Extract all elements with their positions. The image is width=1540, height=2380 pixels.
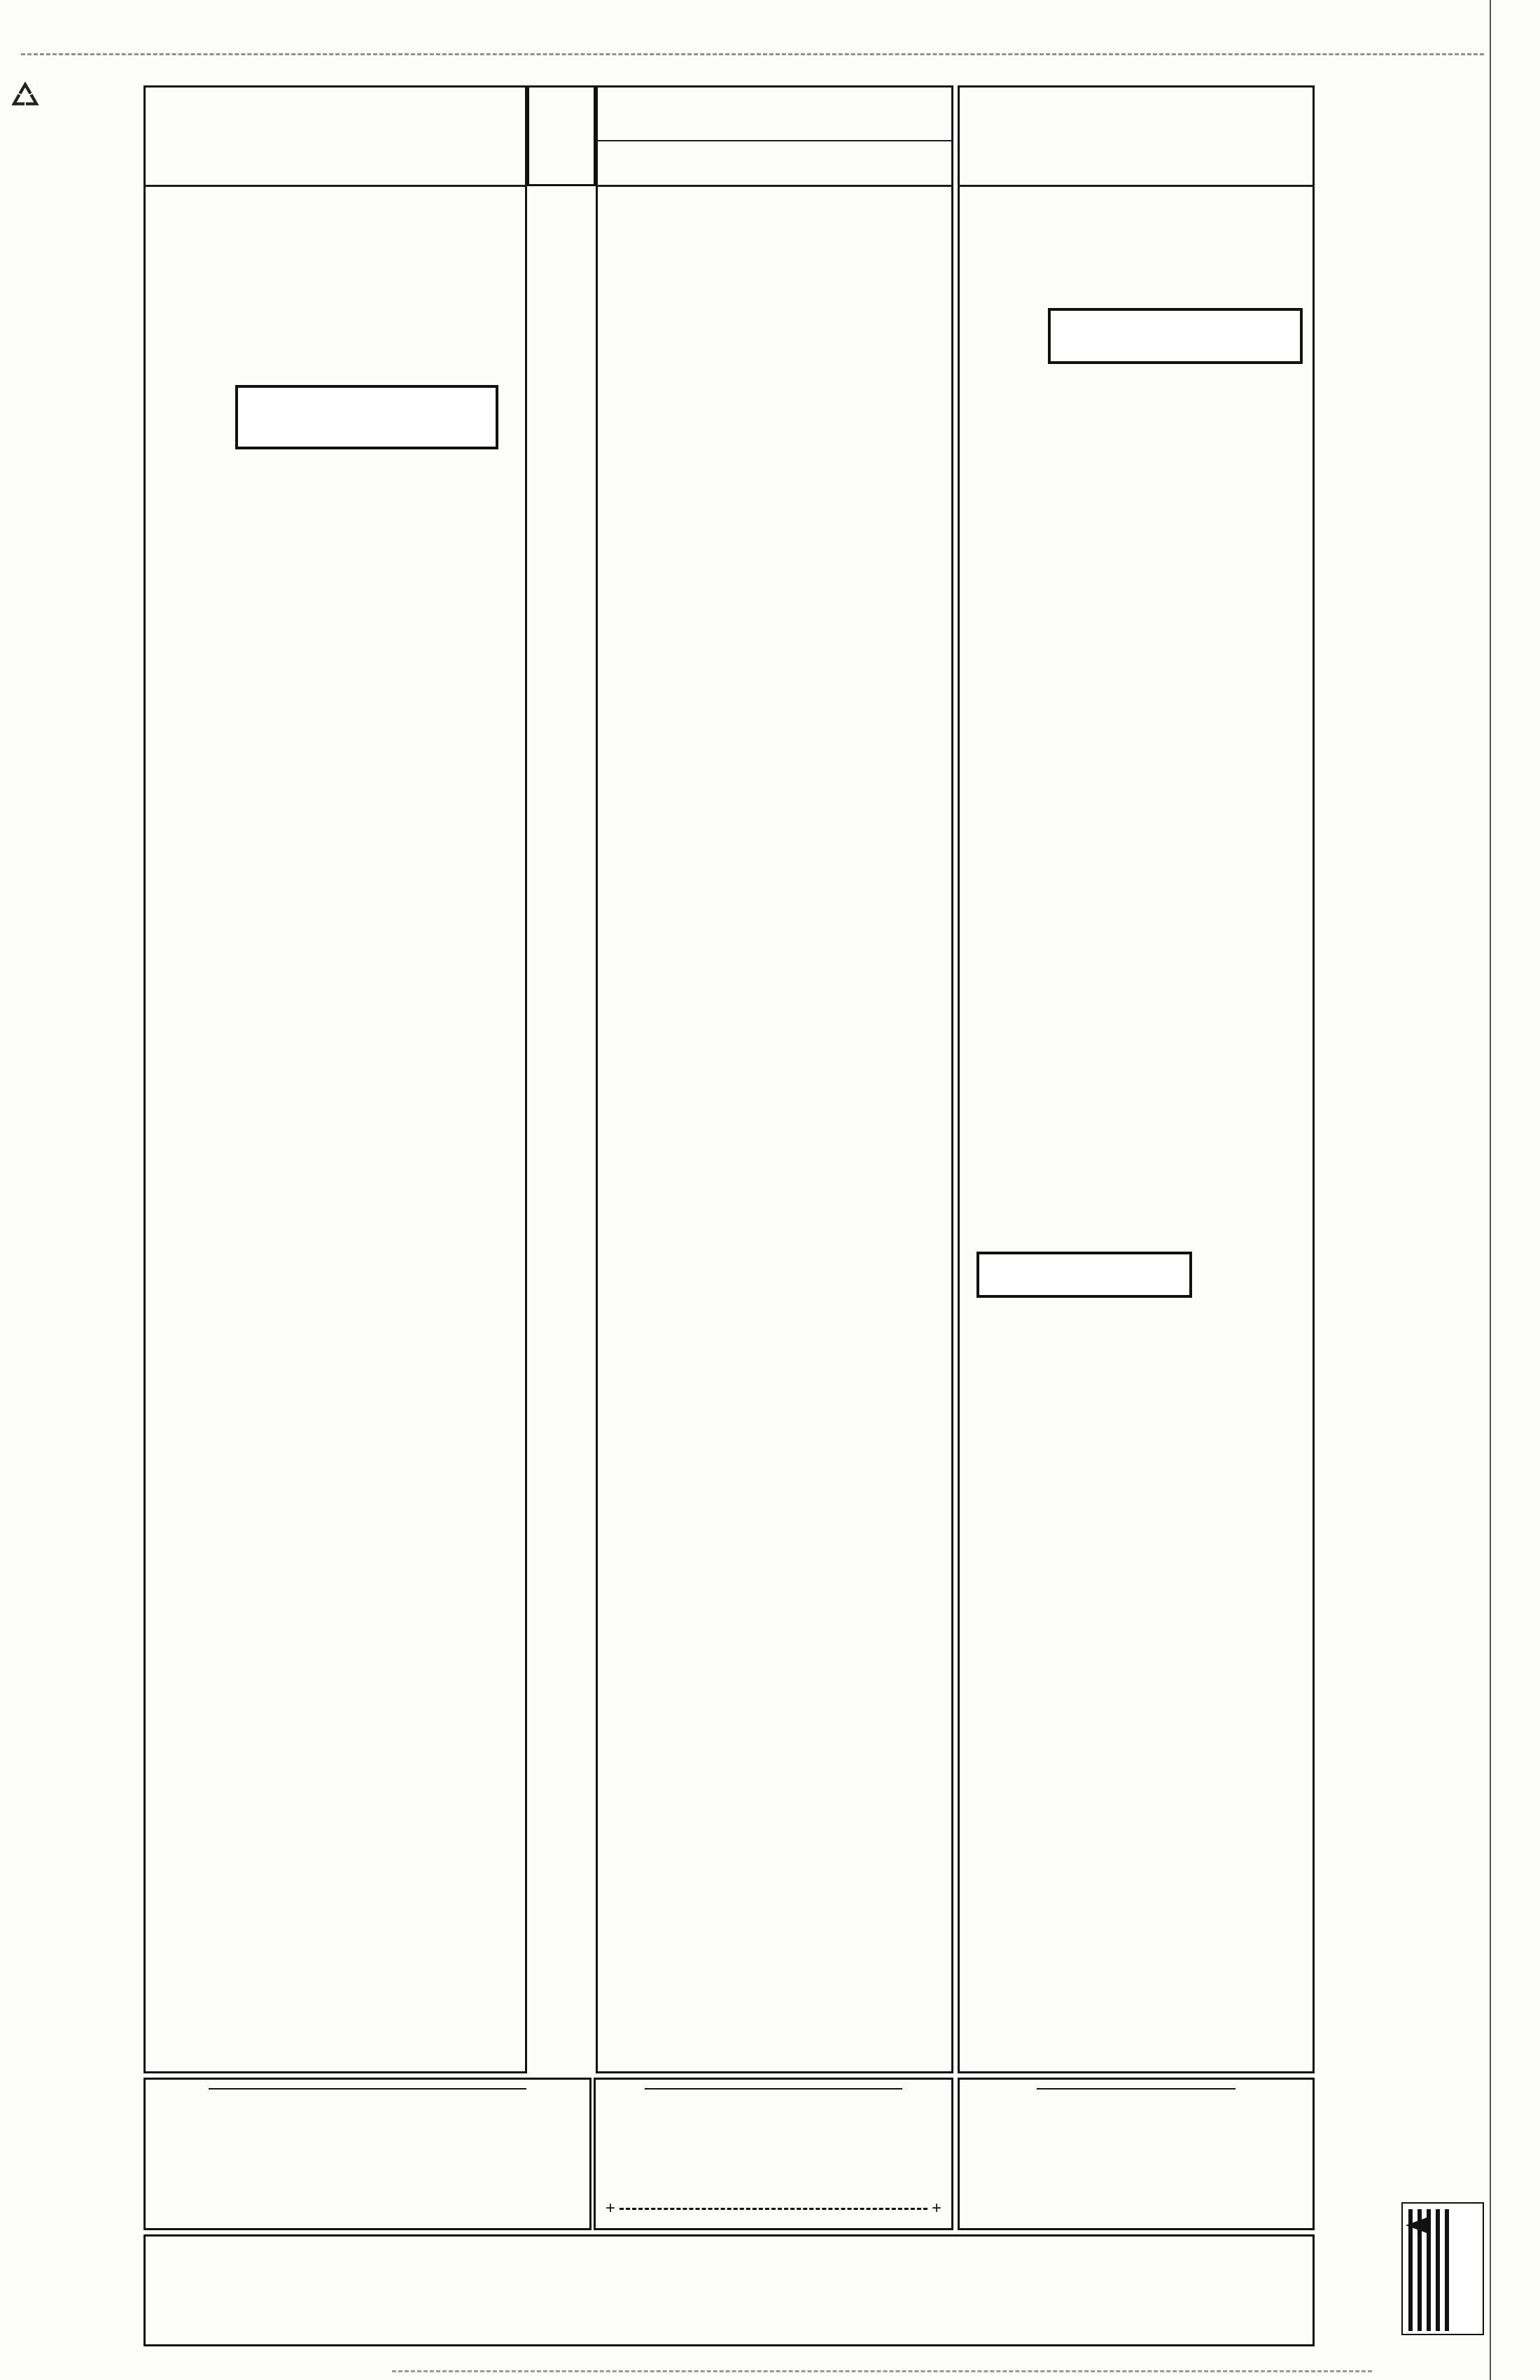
- fugro-logo: [1401, 2202, 1484, 2335]
- fugro-logo-arrow: [1406, 2218, 1427, 2233]
- sampling-techniques-box: [144, 2078, 592, 2230]
- pl-plus-symbol: +: [606, 2199, 616, 2218]
- pl-ll-dashed-line: [620, 2208, 927, 2210]
- classification-tests-box: [594, 2078, 953, 2230]
- sampling-body: [146, 2090, 589, 2101]
- strength-tests-box: [958, 2078, 1315, 2230]
- ll-plus-symbol: +: [931, 2199, 941, 2218]
- title-block: [144, 2234, 1315, 2346]
